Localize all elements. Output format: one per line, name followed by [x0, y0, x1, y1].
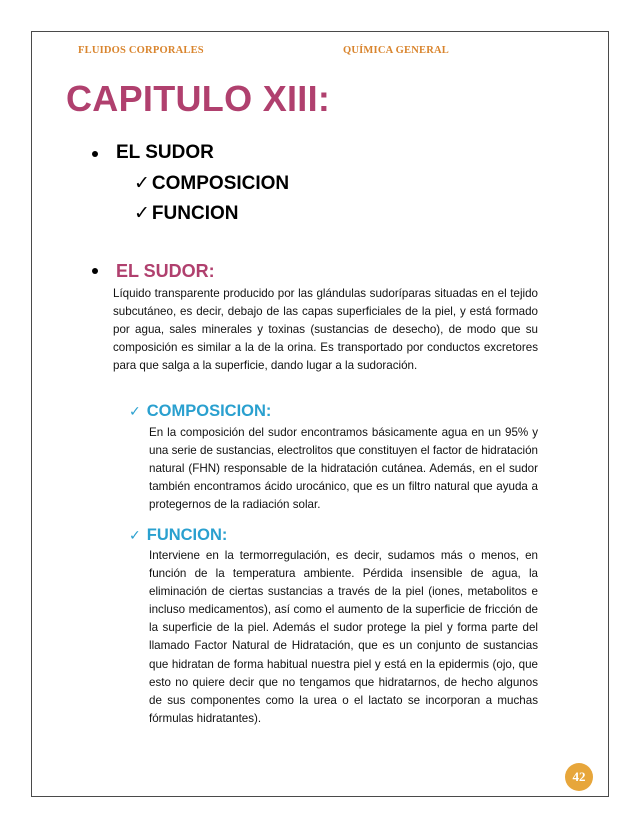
section-heading-label: EL SUDOR:	[116, 261, 215, 281]
toc-sub-label: FUNCION	[151, 203, 239, 224]
page-number-badge: 42	[565, 763, 593, 791]
header-left: FLUIDOS CORPORALES	[78, 45, 204, 56]
subheading-composicion	[129, 400, 271, 422]
bullet-icon	[92, 268, 98, 274]
checkmark-icon: ✓	[129, 404, 141, 420]
toc-sub-item	[92, 198, 289, 228]
toc-sub-label: COMPOSICION	[151, 173, 290, 194]
table-of-contents	[92, 138, 289, 228]
toc-main-label: EL SUDOR	[116, 142, 214, 163]
checkmark-icon: ✓	[134, 172, 150, 194]
header-right: QUÍMICA GENERAL	[343, 45, 449, 56]
bullet-icon	[92, 151, 98, 157]
subheading-label: FUNCION:	[146, 526, 228, 544]
toc-sub-item	[92, 168, 289, 198]
subheading-funcion	[129, 524, 227, 546]
checkmark-icon: ✓	[134, 202, 150, 224]
paragraph-composicion: En la composición del sudor encontramos básicamente agua en un 95% y una serie de sustancias, electrolitos que constituyen el factor de hidratación natural (FHN) responsable de la hidratación cutánea. Además, en el sudor también encontramos ácido urocánico, que es un filtro natural que ayuda a protegernos de la radiación solar.	[149, 426, 538, 512]
paragraph-sudor: Líquido transparente producido por las glándulas sudoríparas situadas en el tejido subcutáneo, es decir, debajo de las capas superficiales de la piel, y está formado por agua, sales minerales y toxinas (sustancias de desecho), de modo que su composición es similar a la de la orina. Es transportado por conductos excretores para que salga a la superficie, dando lugar a la sudoración.	[113, 287, 538, 373]
section-heading-sudor	[92, 259, 215, 283]
checkmark-icon: ✓	[129, 528, 141, 544]
chapter-title: CAPITULO XIII:	[66, 78, 331, 119]
subheading-label: COMPOSICION:	[146, 402, 272, 420]
paragraph-funcion: Interviene en la termorregulación, es decir, sudamos más o menos, en función de la temperatura ambiente. Pérdida insensible de agua, la eliminación de ciertas sustancias a través de la piel (iones, metabolitos e incluso medicamentos), así como el aumento de la superficie de fricción de la superficie de la piel. Además el sudor protege la piel y forma parte del llamado Factor Natural de Hidratación, que es un conjunto de sustancias que hidratan de forma habitual nuestra piel y está en la epidermis (ojo, que esto no quiere decir que no tengamos que hidratarnos, de hecho algunos de sus componentes como la urea o el lactato se incorporan a muchas fórmulas hidratantes).	[149, 549, 538, 725]
toc-main-item	[92, 138, 289, 168]
